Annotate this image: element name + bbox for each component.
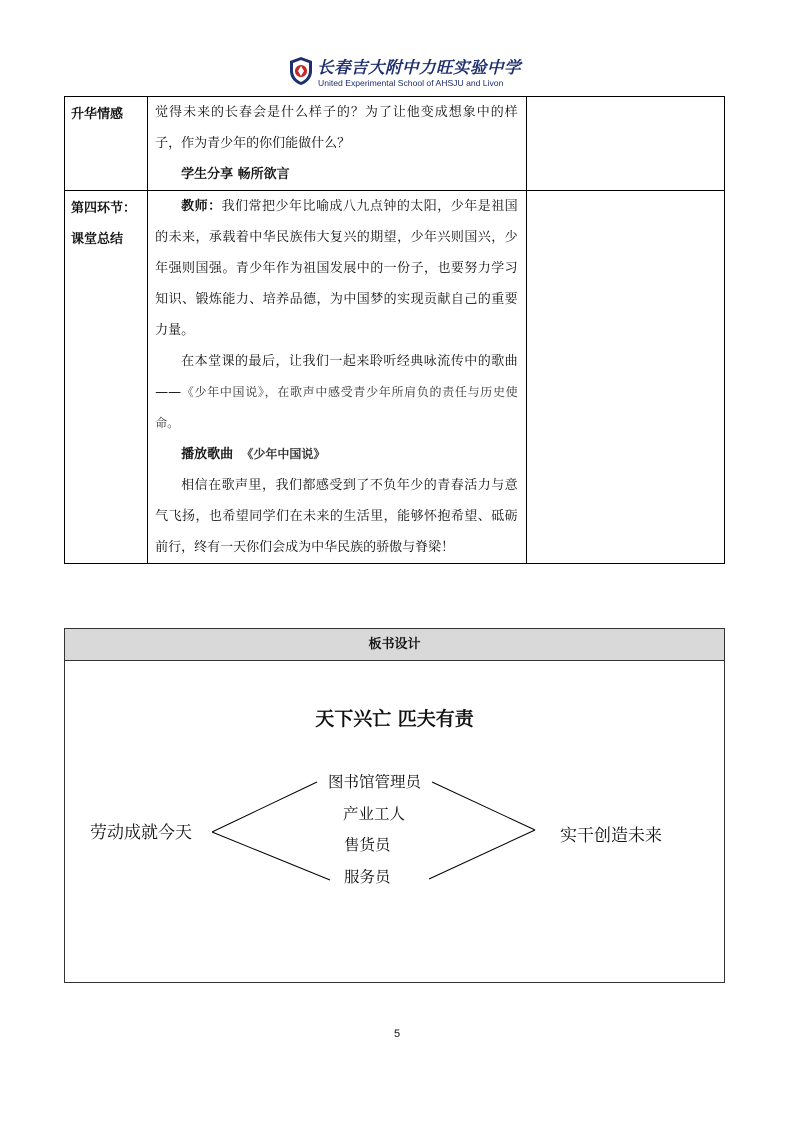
- board-heading: 板书设计: [65, 629, 724, 661]
- song-intro-a: 在本堂课的最后，让我们一起来聆听经典咏流传中的歌曲——: [155, 354, 518, 400]
- school-name-en: United Experimental School of AHSJU and Livon: [318, 78, 504, 88]
- occupation-item: 售货员: [344, 836, 391, 854]
- notes-cell: [526, 191, 724, 564]
- board-design: [64, 628, 725, 983]
- song-title: 《少年中国说》: [241, 447, 326, 461]
- row-content: [148, 97, 527, 191]
- occupation-item: 服务员: [344, 868, 391, 886]
- occupation-item: 图书馆管理员: [328, 773, 422, 791]
- closing-paragraph: 相信在歌声里，我们都感受到了不负年少的青春活力与意气飞扬，也希望同学们在未来的生活里，能够怀抱希望、砥砺前行，终有一天你们会成为中华民族的骄傲与脊梁！: [155, 478, 518, 555]
- school-name-cn: 长春吉大附中力旺实验中学: [317, 58, 521, 77]
- table-row: [65, 97, 725, 191]
- row-content: [148, 191, 527, 564]
- lesson-table: [64, 96, 725, 564]
- page-number: 5: [393, 1028, 401, 1040]
- teacher-label: 教师：: [181, 199, 222, 214]
- board-title: 天下兴亡 匹夫有责: [315, 708, 474, 730]
- row-label: 升华情感: [65, 97, 148, 191]
- activity-text: 学生分享 畅所欲言: [181, 167, 290, 182]
- play-label: 播放歌曲: [181, 447, 234, 462]
- row-label: 第四环节：课堂总结: [65, 191, 148, 564]
- notes-cell: [526, 97, 724, 191]
- song-intro-paragraph: [155, 346, 518, 439]
- school-crest-icon: [288, 56, 314, 86]
- school-header: [288, 54, 521, 90]
- teacher-text: 我们常把少年比喻成八九点钟的太阳，少年是祖国的未来，承载着中华民族伟大复兴的期望，少年兴则国兴，少年强则国强。青少年作为祖国发展中的一份子，也要努力学习知识、锻炼能力、培养品德，为中国梦的实现贡献自己的重要力量。: [155, 199, 518, 338]
- table-row: [65, 191, 725, 564]
- teacher-paragraph: [155, 191, 518, 346]
- occupation-item: 产业工人: [343, 805, 406, 823]
- diamond-lines: [65, 629, 724, 982]
- play-song-line: [155, 439, 518, 470]
- song-intro-b: 《少年中国说》，在歌声中感受青少年所肩负的责任与历史使命。: [155, 385, 518, 430]
- question-text: 觉得未来的长春会是什么样子的？为了让他变成想象中的样子，作为青少年的你们能做什么？: [155, 105, 518, 151]
- board-right-text: 实干创造未来: [560, 826, 662, 846]
- board-left-text: 劳动成就今天: [90, 823, 192, 843]
